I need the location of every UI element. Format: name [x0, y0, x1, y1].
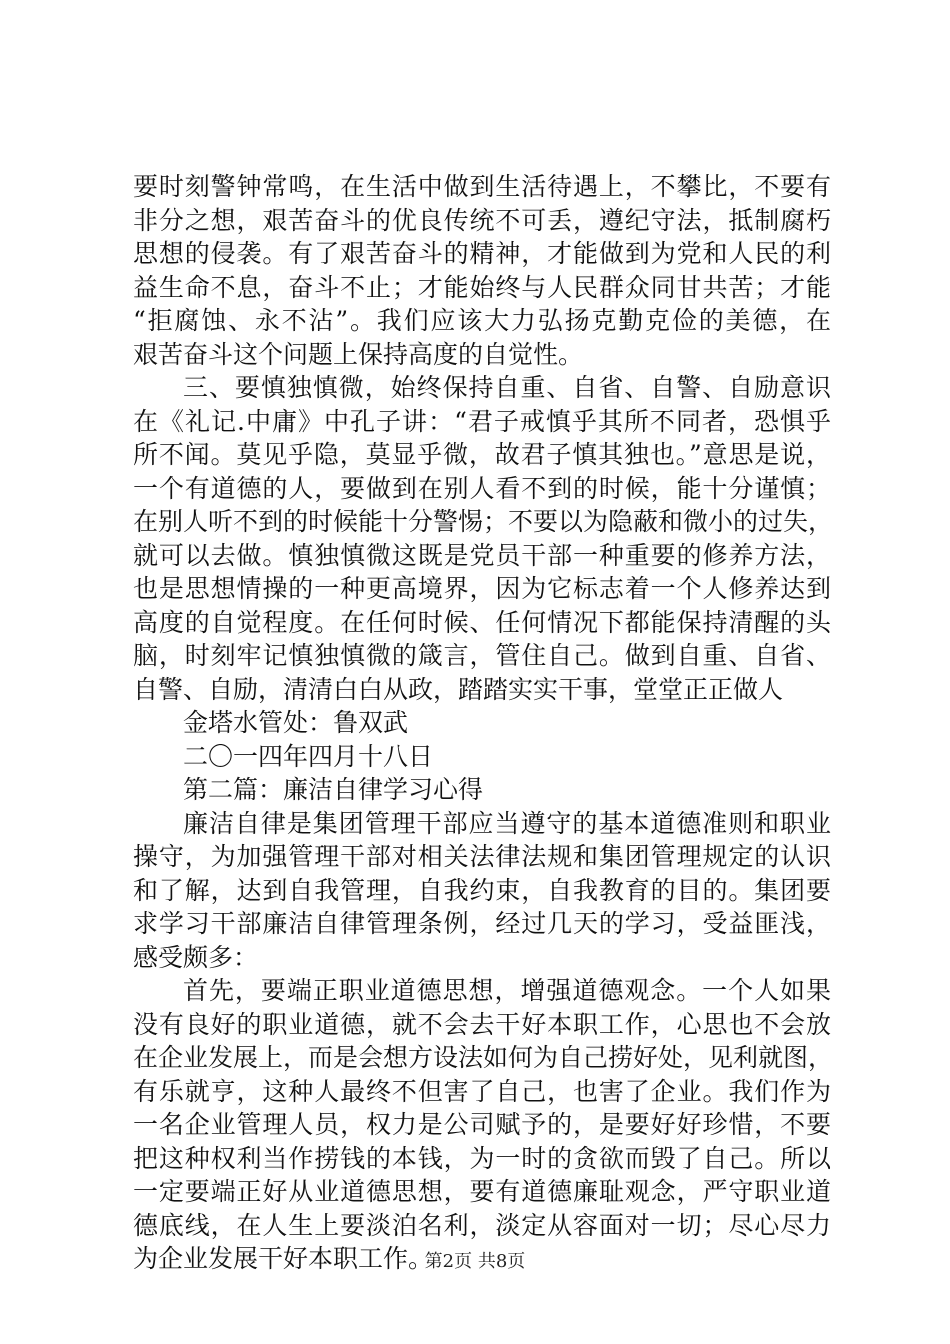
page-footer: 第2页 共8页 — [424, 1251, 526, 1272]
text-line: 非分之想，艰苦奋斗的优良传统不可丢，遵纪守法，抵制腐朽 — [133, 205, 831, 235]
text-line: 就可以去做。慎独慎微这既是党员干部一种重要的修养方法， — [133, 540, 831, 570]
text-line: 没有良好的职业道德，就不会去干好本职工作，心思也不会放 — [133, 1009, 831, 1039]
text-line: 有乐就亨，这种人最终不但害了自己，也害了企业。我们作为 — [133, 1076, 831, 1106]
text-line: 首先，要端正职业道德思想，增强道德观念。一个人如果 — [183, 976, 831, 1005]
text-line: 在别人听不到的时候能十分警惕；不要以为隐蔽和微小的过失， — [133, 507, 834, 536]
text-line: 要时刻警钟常鸣，在生活中做到生活待遇上，不攀比，不要有 — [133, 172, 831, 201]
text-line: 所不闻。莫见乎隐，莫显乎微，故君子慎其独也。”意思是说， — [133, 440, 831, 469]
text-line: 二〇一四年四月十八日 — [183, 741, 434, 771]
text-line: 艰苦奋斗这个问题上保持高度的自觉性。 — [133, 339, 584, 369]
text-line: 思想的侵袭。有了艰苦奋斗的精神，才能做到为党和人民的利 — [133, 239, 831, 268]
text-line: 求学习干部廉洁自律管理条例，经过几天的学习，受益匪浅， — [133, 909, 831, 938]
text-line: 把这种权利当作捞钱的本钱，为一时的贪欲而毁了自己。所以 — [133, 1143, 831, 1173]
text-line: 一名企业管理人员，权力是公司赋予的，是要好好珍惜，不要 — [133, 1110, 831, 1139]
text-line: 和了解，达到自我管理，自我约束，自我教育的目的。集团要 — [133, 875, 831, 905]
text-line: 操守，为加强管理干部对相关法律法规和集团管理规定的认识 — [133, 842, 831, 871]
text-line: 也是思想情操的一种更高境界，因为它标志着一个人修养达到 — [133, 574, 831, 603]
document-body — [133, 170, 834, 1276]
text-line: 感受颇多： — [133, 942, 259, 972]
text-line: 一个有道德的人，要做到在别人看不到的时候，能十分谨慎； — [133, 473, 831, 503]
text-line: 金塔水管处：鲁双武 — [183, 708, 409, 737]
text-line: “拒腐蚀、永不沾”。我们应该大力弘扬克勤克俭的美德，在 — [133, 306, 831, 335]
text-line: 脑，时刻牢记慎独慎微的箴言，管住自己。做到自重、自省、 — [133, 641, 831, 670]
text-line: 三、要慎独慎微，始终保持自重、自省、自警、自励意识 — [183, 373, 831, 402]
text-line: 在企业发展上，而是会想方设法如何为自己捞好处，见利就图， — [133, 1043, 834, 1072]
text-line: 一定要端正好从业道德思想，要有道德廉耻观念，严守职业道 — [133, 1177, 831, 1206]
text-line: 为企业发展干好本职工作。 — [133, 1244, 434, 1273]
text-line: 第二篇：廉洁自律学习心得 — [183, 775, 484, 804]
text-line: 德底线，在人生上要淡泊名利，淡定从容面对一切；尽心尽力 — [133, 1210, 831, 1240]
text-line: 在《礼记.中庸》中孔子讲：“君子戒慎乎其所不同者，恐惧乎 — [133, 406, 831, 436]
text-line: 高度的自觉程度。在任何时候、任何情况下都能保持清醒的头 — [133, 607, 831, 637]
text-line: 廉洁自律是集团管理干部应当遵守的基本道德准则和职业 — [183, 808, 831, 838]
text-line: 益生命不息，奋斗不止；才能始终与人民群众同甘共苦；才能 — [133, 272, 831, 302]
text-line: 自警、自励，清清白白从政，踏踏实实干事，堂堂正正做人 — [133, 674, 784, 704]
